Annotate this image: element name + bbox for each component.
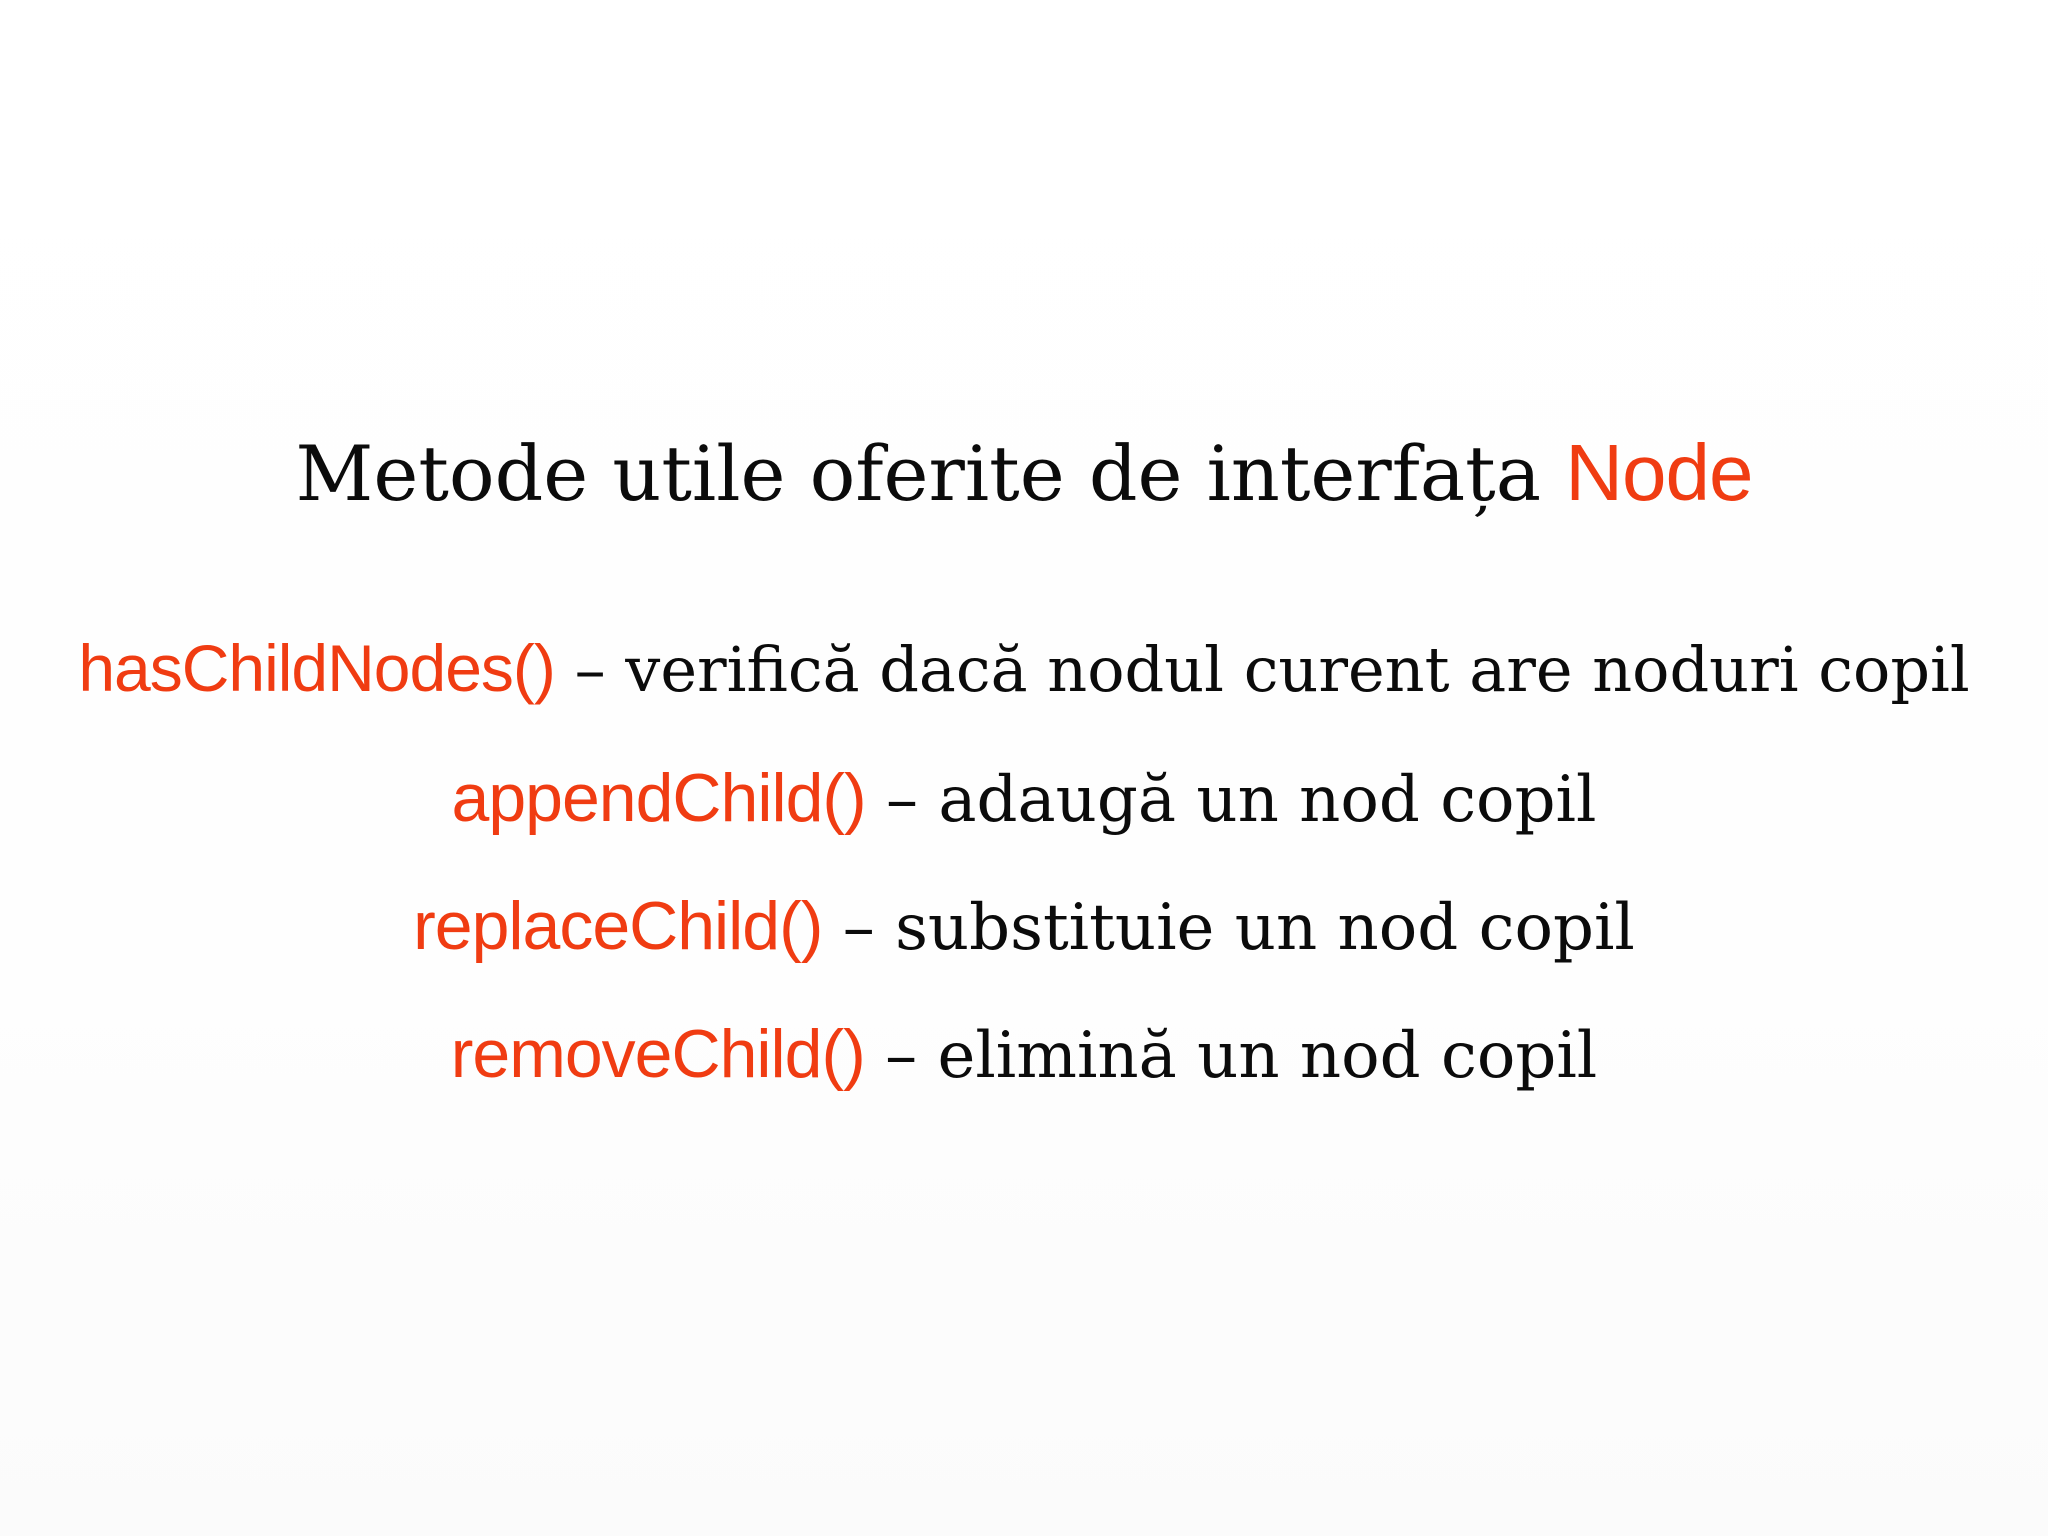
method-description: – elimină un nod copil <box>885 1019 1598 1093</box>
method-name: removeChild() <box>450 1016 865 1092</box>
method-item-appendchild <box>0 748 2048 850</box>
method-item-haschildnodes <box>0 618 2048 720</box>
method-description: – adaugă un nod copil <box>886 763 1597 837</box>
method-name: replaceChild() <box>413 888 823 964</box>
method-item-removechild <box>0 1004 2048 1106</box>
slide-title-text: Metode utile oferite de interfața <box>295 429 1542 518</box>
method-item-replacechild <box>0 876 2048 978</box>
method-name: hasChildNodes() <box>78 631 555 705</box>
slide-title <box>0 418 2048 529</box>
method-name: appendChild() <box>451 760 866 836</box>
slide-title-keyword: Node <box>1565 428 1753 517</box>
method-description: – verifică dacă nodul curent are noduri copil <box>574 633 1970 706</box>
method-description: – substituie un nod copil <box>842 891 1635 965</box>
